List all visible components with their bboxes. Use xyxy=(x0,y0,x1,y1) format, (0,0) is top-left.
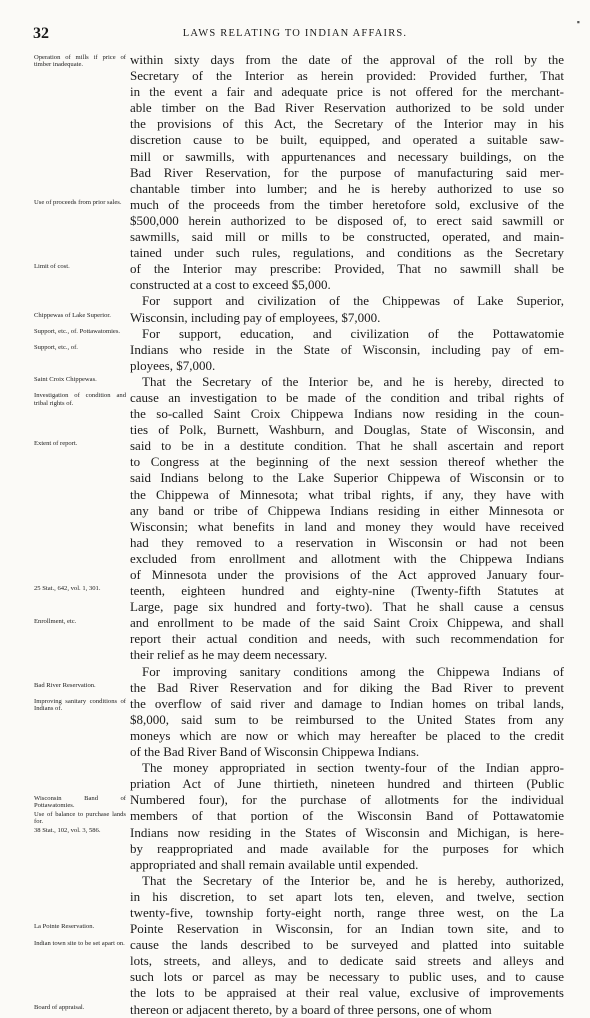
body-line: For support and civilization of the Chippewas of Lake Superior, xyxy=(142,293,564,309)
body-line: That the Secretary of the Interior be, and he is hereby, directed to xyxy=(142,373,564,389)
margin-note: Saint Croix Chippewas. xyxy=(34,376,97,383)
body-line: thereon or adjacent thereto, by a board of three persons, one of whom xyxy=(130,1001,492,1017)
body-line: able timber on the Bad River Reservation authorized to be sold under xyxy=(130,100,564,116)
body-line: mill or sawmills, with appurtenances and necessary buildings, on the xyxy=(130,148,564,164)
margin-note: Limit of cost. xyxy=(34,263,70,271)
margin-note: 38 Stat., 102, vol. 3, 586. xyxy=(34,826,101,834)
margin-note: Improving sanitary conditions of Indians of. xyxy=(34,698,126,713)
body-line: For improving sanitary conditions among the Chippewa Indians of xyxy=(142,663,564,679)
body-line: priation Act of June thirtieth, nineteen hundred and thirteen (Public xyxy=(130,776,564,792)
body-line: That the Secretary of the Interior be, and he is hereby, authorized, xyxy=(142,872,564,888)
body-line: twenty-five, township forty-eight north, range three west, on the La xyxy=(130,904,564,920)
body-line: Indians now residing in the States of Wisconsin and Michigan, is here- xyxy=(130,824,564,840)
margin-note: Use of proceeds from prior sales. xyxy=(34,198,122,206)
margin-note: Use of balance to purchase lands for. xyxy=(34,810,126,826)
body-line: chantable timber into lumber; and he is hereby authorized to use so xyxy=(130,180,564,196)
body-line: the lots to be appraised at their real value, exclusive of improvements xyxy=(130,985,564,1001)
body-line: Wisconsin, including pay of employees, $7,000. xyxy=(130,309,381,325)
margin-note: 25 Stat., 642, vol. 1, 301. xyxy=(34,585,101,593)
body-line: sawmills, said mill or mills to be constructed, operated, and main- xyxy=(130,229,564,245)
body-line: Bad River Reservation, for the purpose of manufacturing said mer- xyxy=(130,164,564,180)
margin-note: Chippewas of Lake Superior. xyxy=(34,311,111,319)
running-head: LAWS RELATING TO INDIAN AFFAIRS. xyxy=(182,28,408,39)
body-line: For support, education, and civilization of the Pottawatomie xyxy=(142,325,564,341)
body-line: cause the lands described to be surveyed and platted into suitable xyxy=(130,937,564,953)
body-line: constructed at a cost to exceed $5,000. xyxy=(130,277,331,293)
body-line: any band or tribe of Chippewa Indians residing in either Minnesota or xyxy=(130,502,564,518)
body-line: cause an investigation to be made of the condition and tribal rights of xyxy=(130,389,564,405)
body-line: said Indians belong to the Lake Superior Chippewa of Wisconsin or to xyxy=(130,470,564,486)
body-line: within sixty days from the date of the approval of the roll by the xyxy=(130,52,564,67)
body-line: by reappropriated and made available for the purposes for which xyxy=(130,840,564,856)
body-line: report their actual condition and needs, with such recommendation for xyxy=(130,631,564,647)
margin-note: Extent of report. xyxy=(34,440,78,448)
margin-note: Board of appraisal. xyxy=(34,1003,85,1011)
body-line: The money appropriated in section twenty-four of the Indian appro- xyxy=(142,760,564,776)
body-line: had they removed to a reservation in Wisconsin or had not been xyxy=(130,534,564,550)
body-line: their relief as he may deem necessary. xyxy=(130,647,328,663)
body-line: lots, streets, and alleys, and to dedicate said streets and alleys and xyxy=(130,953,564,969)
body-line: the Bad River Reservation and for diking the Bad River to prevent xyxy=(130,679,564,695)
body-line: Wisconsin; what benefits in land and money they would have received xyxy=(130,518,564,534)
page-header xyxy=(0,17,590,45)
body-line: discretion cause to be built, equipped, and operated a suitable saw- xyxy=(130,132,564,148)
margin-note: Enrollment, etc. xyxy=(34,617,77,625)
body-line: Numbered four), for the purchase of allotments for the individual xyxy=(130,792,564,808)
body-text xyxy=(130,52,564,1018)
body-line: ployees, $7,000. xyxy=(130,357,216,373)
body-line: in the event a fair and adequate price is not offered for the merchant- xyxy=(130,84,564,100)
corner-mark: ▪ xyxy=(576,17,580,27)
body-line: Pointe Reservation in Wisconsin, for an Indian town site, and to xyxy=(130,921,564,937)
margin-note: Wisconsin Band of Pottawatomies. xyxy=(34,794,126,809)
body-line: the provisions of this Act, the Secretary of the Interior may in his xyxy=(130,116,564,132)
body-line: much of the proceeds from the timber heretofore sold, exclusive of the xyxy=(130,196,564,212)
body-line: $8,000, said sum to be reimbursed to the United States from any xyxy=(130,711,564,727)
margin-note: Bad River Reservation. xyxy=(34,681,96,689)
body-line: such lots or parcel as may be necessary to public uses, and to cause xyxy=(130,969,564,985)
body-line: said to be in a destitute condition. That he shall ascertain and report xyxy=(130,438,564,454)
body-line: moneys which are now or which may hereafter be placed to the credit xyxy=(130,727,564,743)
body-line: members of that portion of the Wisconsin Band of Pottawatomie xyxy=(130,808,564,824)
body-line: to Congress at the beginning of the next session thereof whether the xyxy=(130,454,564,470)
body-line: the so-called Saint Croix Chippewa Indians now residing in the coun- xyxy=(130,406,564,422)
body-line: ties of Polk, Burnett, Washburn, and Douglas, State of Wisconsin, and xyxy=(130,422,564,438)
body-line: tained under such rules, regulations, and conditions as the Secretary xyxy=(130,245,564,261)
margin-note: Investigation of condition and tribal rights of. xyxy=(34,392,126,407)
body-line: of the Bad River Band of Wisconsin Chippewa Indians. xyxy=(130,744,420,760)
margin-note: Operation of mills if price of timber inadequate. xyxy=(34,54,126,69)
margin-note: La Pointe Reservation. xyxy=(34,923,95,931)
margin-note: Support, etc., of. xyxy=(34,343,78,351)
body-line: Secretary of the Interior as herein provided: Provided further, That xyxy=(130,68,564,84)
body-line: in his discretion, to set apart lots ten, eleven, and twelve, section xyxy=(130,888,564,904)
body-line: of Minnesota under the provisions of the Act approved January four- xyxy=(130,567,564,582)
body-line: teenth, eighteen hundred and eighty-nine (Twenty-fifth Statutes at xyxy=(130,583,564,599)
body-line: excluded from enrollment and allotment with the Chippewa Indians xyxy=(130,550,564,566)
body-line: and enrollment to be made of the said Saint Croix Chippewa, and shall xyxy=(130,615,564,631)
body-line: the Chippewa of Minnesota; what tribal rights, if any, they have with xyxy=(130,486,564,502)
margin-note: Support, etc., of. Pottawatomies. xyxy=(34,327,121,335)
body-line: Indians who reside in the State of Wisconsin, including pay of em- xyxy=(130,341,564,357)
body-line: of the Interior may prescribe: Provided, That no sawmill shall be xyxy=(130,261,564,277)
margin-note: Indian town site to be set apart on. xyxy=(34,939,125,947)
body-line: $500,000 herein authorized to be disposed of, to erect said sawmill or xyxy=(130,212,564,228)
page-number: 32 xyxy=(33,25,49,42)
body-line: appropriated and shall remain available until expended. xyxy=(130,856,419,872)
body-line: Large, page six hundred and forty-two). That he shall cause a census xyxy=(130,599,564,615)
body-line: the overflow of said river and damage to Indian homes on tribal lands, xyxy=(130,695,564,711)
